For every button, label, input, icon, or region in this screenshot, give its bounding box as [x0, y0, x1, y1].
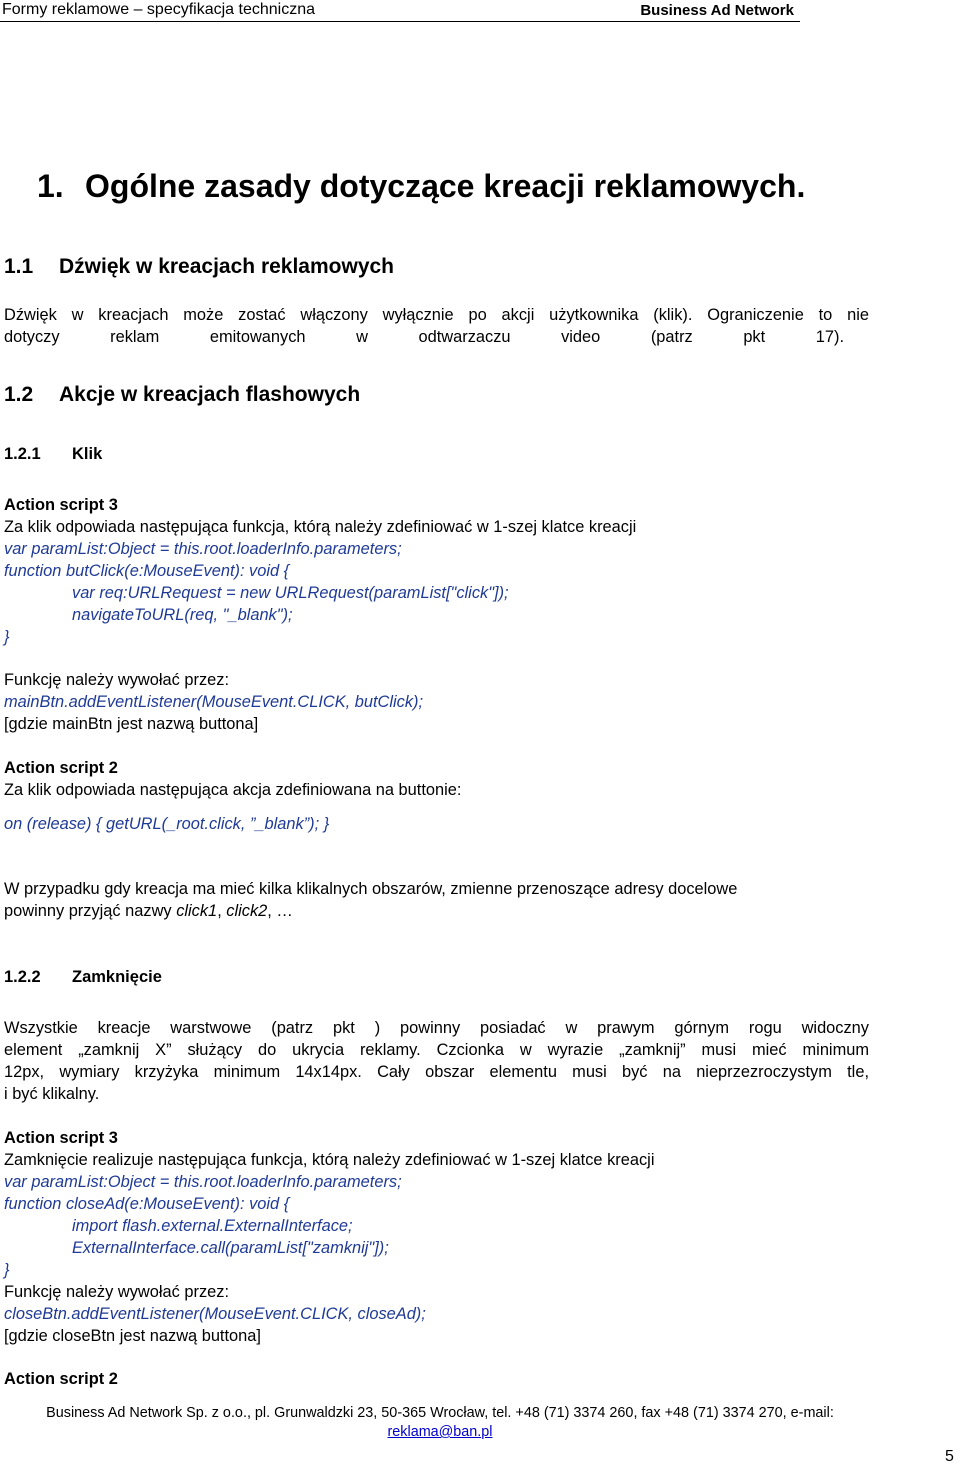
section-1-2-number: 1.2 [4, 383, 34, 406]
close-code-line-4: ExternalInterface.call(paramList["zamknij"]); [72, 1239, 389, 1257]
klik-code-line-5: } [4, 628, 10, 646]
close-code-line-1: var paramList:Object = this.root.loaderInfo.parameters; [4, 1173, 402, 1191]
main-heading [37, 166, 805, 206]
klik-multi-text-a: powinny przyjąć nazwy [4, 902, 177, 920]
footer-email-link[interactable]: reklama@ban.pl [387, 1424, 493, 1440]
close-para-line-3: 12px, wymiary krzyżyka minimum 14x14px. Cały obszar elementu musi być na nieprzezroczystym tle, [4, 1063, 869, 1081]
section-1-2-2-heading [4, 966, 162, 988]
close-para-line-2: element „zamknij X” służący do ukrycia reklamy. Czcionka w wyrazie „zamknij” musi mieć minimum [4, 1041, 869, 1059]
main-heading-text: Ogólne zasady dotyczące kreacji reklamowych. [85, 168, 806, 204]
header-company-name: Business Ad Network [640, 2, 794, 19]
section-1-1-number: 1.1 [4, 255, 34, 278]
klik-as2-label: Action script 2 [4, 759, 118, 777]
close-code-line-2: function closeAd(e:MouseEvent): void { [4, 1195, 290, 1213]
klik-multi-text-e: , … [267, 902, 293, 920]
page-footer [0, 1404, 880, 1442]
close-as3-description: Zamknięcie realizuje następująca funkcja, którą należy zdefiniować w 1-szej klatce kreacji [4, 1151, 655, 1169]
close-as3-label: Action script 3 [4, 1129, 118, 1147]
close-para-line-4: i być klikalny. [4, 1085, 100, 1103]
close-call-note: [gdzie closeBtn jest nazwą buttona] [4, 1327, 261, 1345]
klik-as2-description: Za klik odpowiada następująca akcja zdefiniowana na buttonie: [4, 781, 462, 799]
close-code-line-5: } [4, 1261, 10, 1279]
klik-code-line-2: function butClick(e:MouseEvent): void { [4, 562, 290, 580]
klik-multi-line-2 [4, 900, 293, 922]
section-1-1-title: Dźwięk w kreacjach reklamowych [59, 255, 395, 278]
section-1-2-1-heading [4, 443, 102, 465]
section-1-2-heading [4, 382, 360, 408]
close-code-line-3: import flash.external.ExternalInterface; [72, 1217, 353, 1235]
page-header [0, 0, 800, 22]
klik-code-line-4: navigateToURL(req, "_blank"); [72, 606, 293, 624]
close-para-line-1: Wszystkie kreacje warstwowe (patrz pkt ) powinny posiadać w prawym górnym rogu widoczny [4, 1019, 869, 1037]
section-1-2-1-title: Klik [72, 445, 103, 463]
klik-code-line-3: var req:URLRequest = new URLRequest(paramList["click"]); [72, 584, 509, 602]
klik-code-line-1: var paramList:Object = this.root.loaderInfo.parameters; [4, 540, 402, 558]
section-1-2-2-title: Zamknięcie [72, 968, 162, 986]
klik-call-label: Funkcję należy wywołać przez: [4, 671, 230, 689]
page-number: 5 [945, 1448, 954, 1465]
section-1-2-2-number: 1.2.2 [4, 968, 41, 986]
close-call-code: closeBtn.addEventListener(MouseEvent.CLICK, closeAd); [4, 1305, 426, 1323]
section-1-2-1-number: 1.2.1 [4, 445, 41, 463]
klik-multi-text-c: , [217, 902, 227, 920]
klik-multi-line-1: W przypadku gdy kreacja ma mieć kilka klikalnych obszarów, zmienne przenoszące adresy docelowe [4, 880, 738, 898]
klik-call-note: [gdzie mainBtn jest nazwą buttona] [4, 715, 259, 733]
footer-address: Business Ad Network Sp. z o.o., pl. Grunwaldzki 23, 50-365 Wrocław, tel. +48 (71) 3374 260, fax +48 (71) 3374 270, e-mail: [46, 1405, 834, 1421]
section-1-1-heading [4, 254, 394, 280]
section-1-1-line-1: Dźwięk w kreacjach może zostać włączony wyłącznie po akcji użytkownika (klik). Ograniczenie to nie [4, 306, 869, 324]
klik-multi-click1: click1 [176, 902, 218, 920]
section-1-2-title: Akcje w kreacjach flashowych [59, 383, 361, 406]
close-as2-label: Action script 2 [4, 1370, 118, 1388]
main-heading-number: 1. [37, 168, 64, 204]
klik-as2-code: on (release) { getURL(_root.click, ”_blank”); } [4, 815, 330, 833]
klik-as3-label: Action script 3 [4, 496, 118, 514]
header-document-title: Formy reklamowe – specyfikacja techniczna [2, 1, 316, 18]
close-call-label: Funkcję należy wywołać przez: [4, 1283, 230, 1301]
section-1-1-line-2: dotyczy reklam emitowanych w odtwarzaczu video (patrz pkt 17). [4, 328, 844, 346]
klik-call-code: mainBtn.addEventListener(MouseEvent.CLICK, butClick); [4, 693, 424, 711]
klik-as3-description: Za klik odpowiada następująca funkcja, którą należy zdefiniować w 1-szej klatce kreacji [4, 518, 637, 536]
klik-multi-click2: click2 [226, 902, 268, 920]
